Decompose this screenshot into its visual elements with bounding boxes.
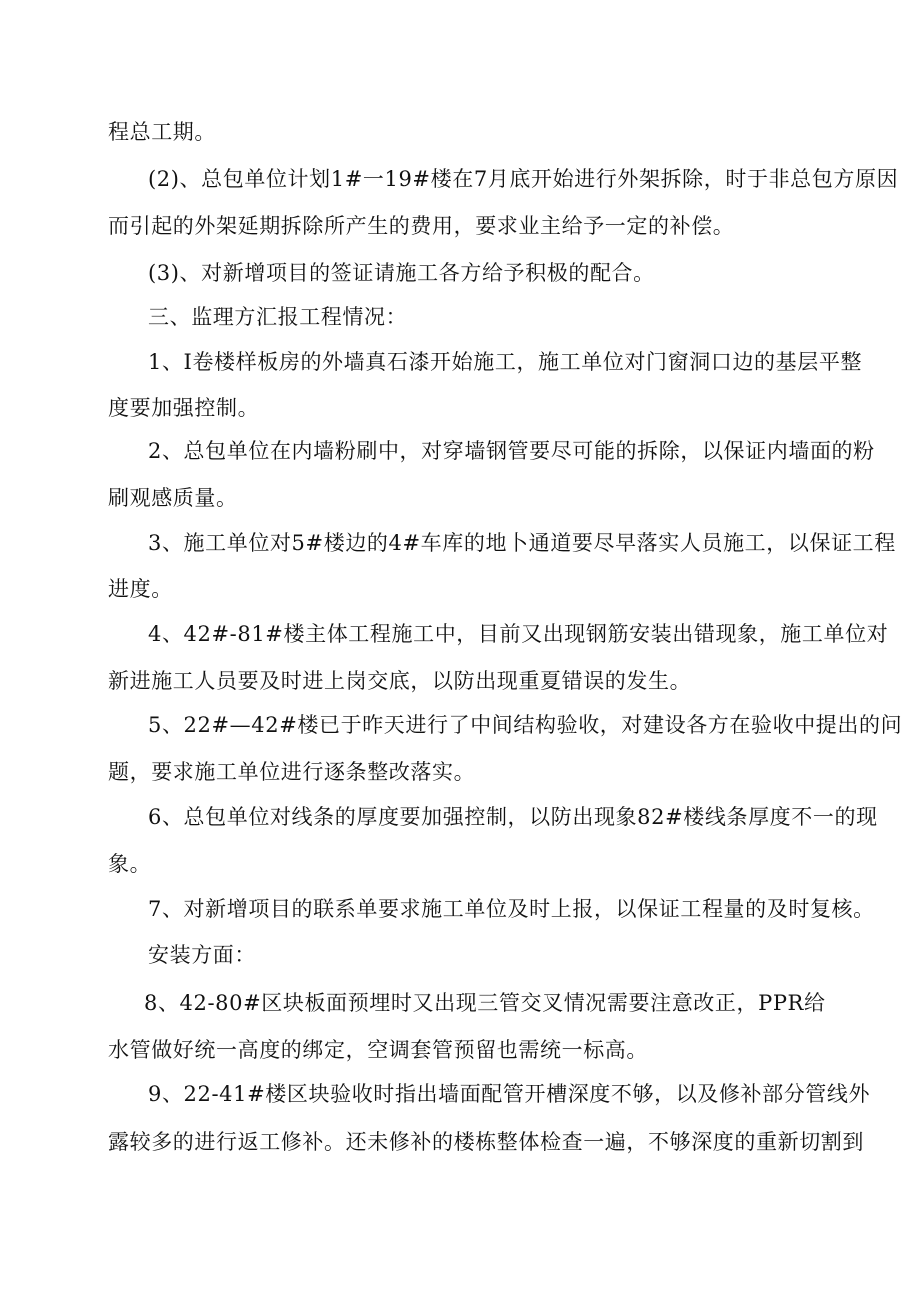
section-heading: 三、监理方汇报工程情况： xyxy=(148,305,408,329)
text-line: 程总工期。 xyxy=(108,120,216,144)
text-line: 刷观感质量。 xyxy=(108,486,238,510)
text-line: 露较多的进行返工修补。还未修补的楼栋整体检查一遍，不够深度的重新切割到 xyxy=(108,1130,864,1154)
text-line: 而引起的外架延期拆除所产生的费用，要求业主给予一定的补偿。 xyxy=(108,214,735,238)
text-line: 9、22-41#楼区块验收时指出墙面配管开槽深度不够，以及修补部分管线外 xyxy=(148,1082,871,1106)
text-line: 2、总包单位在内墙粉刷中，对穿墙钢管要尽可能的拆除，以保证内墙面的粉 xyxy=(148,439,875,463)
text-line: 6、总包单位对线条的厚度要加强控制，以防出现象82#楼线条厚度不一的现 xyxy=(148,805,878,829)
text-line: 3、施工单位对5#楼边的4#车库的地卜通道要尽早落实人员施工，以保证工程 xyxy=(148,531,896,555)
section-heading: 安装方面： xyxy=(148,943,256,967)
text-line: 1、I卷楼样板房的外墙真石漆开始施工，施工单位对门窗洞口边的基层平整 xyxy=(148,350,863,374)
text-line: 度要加强控制。 xyxy=(108,396,260,420)
text-line: 象。 xyxy=(108,852,152,876)
text-line: (3)、对新增项目的签证请施工各方给予积极的配合。 xyxy=(148,261,655,285)
text-line: 题，要求施工单位进行逐条整改落实。 xyxy=(108,760,476,784)
text-line: 水管做好统一高度的绑定，空调套管预留也需统一标高。 xyxy=(108,1038,648,1062)
text-line: 5、22#—42#楼已于昨天进行了中间结构验收，对建设各方在验收中提出的问 xyxy=(148,713,903,737)
text-line: 4、42#-81#楼主体工程施工中，目前又出现钢筋安装出错现象，施工单位对 xyxy=(148,622,889,646)
text-line: 7、对新增项目的联系单要求施工单位及时上报，以保证工程量的及时复核。 xyxy=(148,897,875,921)
text-line: 新进施工人员要及时进上岗交底，以防出现重夏错误的发生。 xyxy=(108,669,692,693)
text-line: 8、42-80#区块板面预埋时又出现三管交叉情况需要注意改正，PPR给 xyxy=(144,991,826,1015)
text-line: 进度。 xyxy=(108,577,173,601)
text-line: (2)、总包单位计划1#一19#楼在7月底开始进行外架拆除，时于非总包方原因 xyxy=(148,167,899,191)
